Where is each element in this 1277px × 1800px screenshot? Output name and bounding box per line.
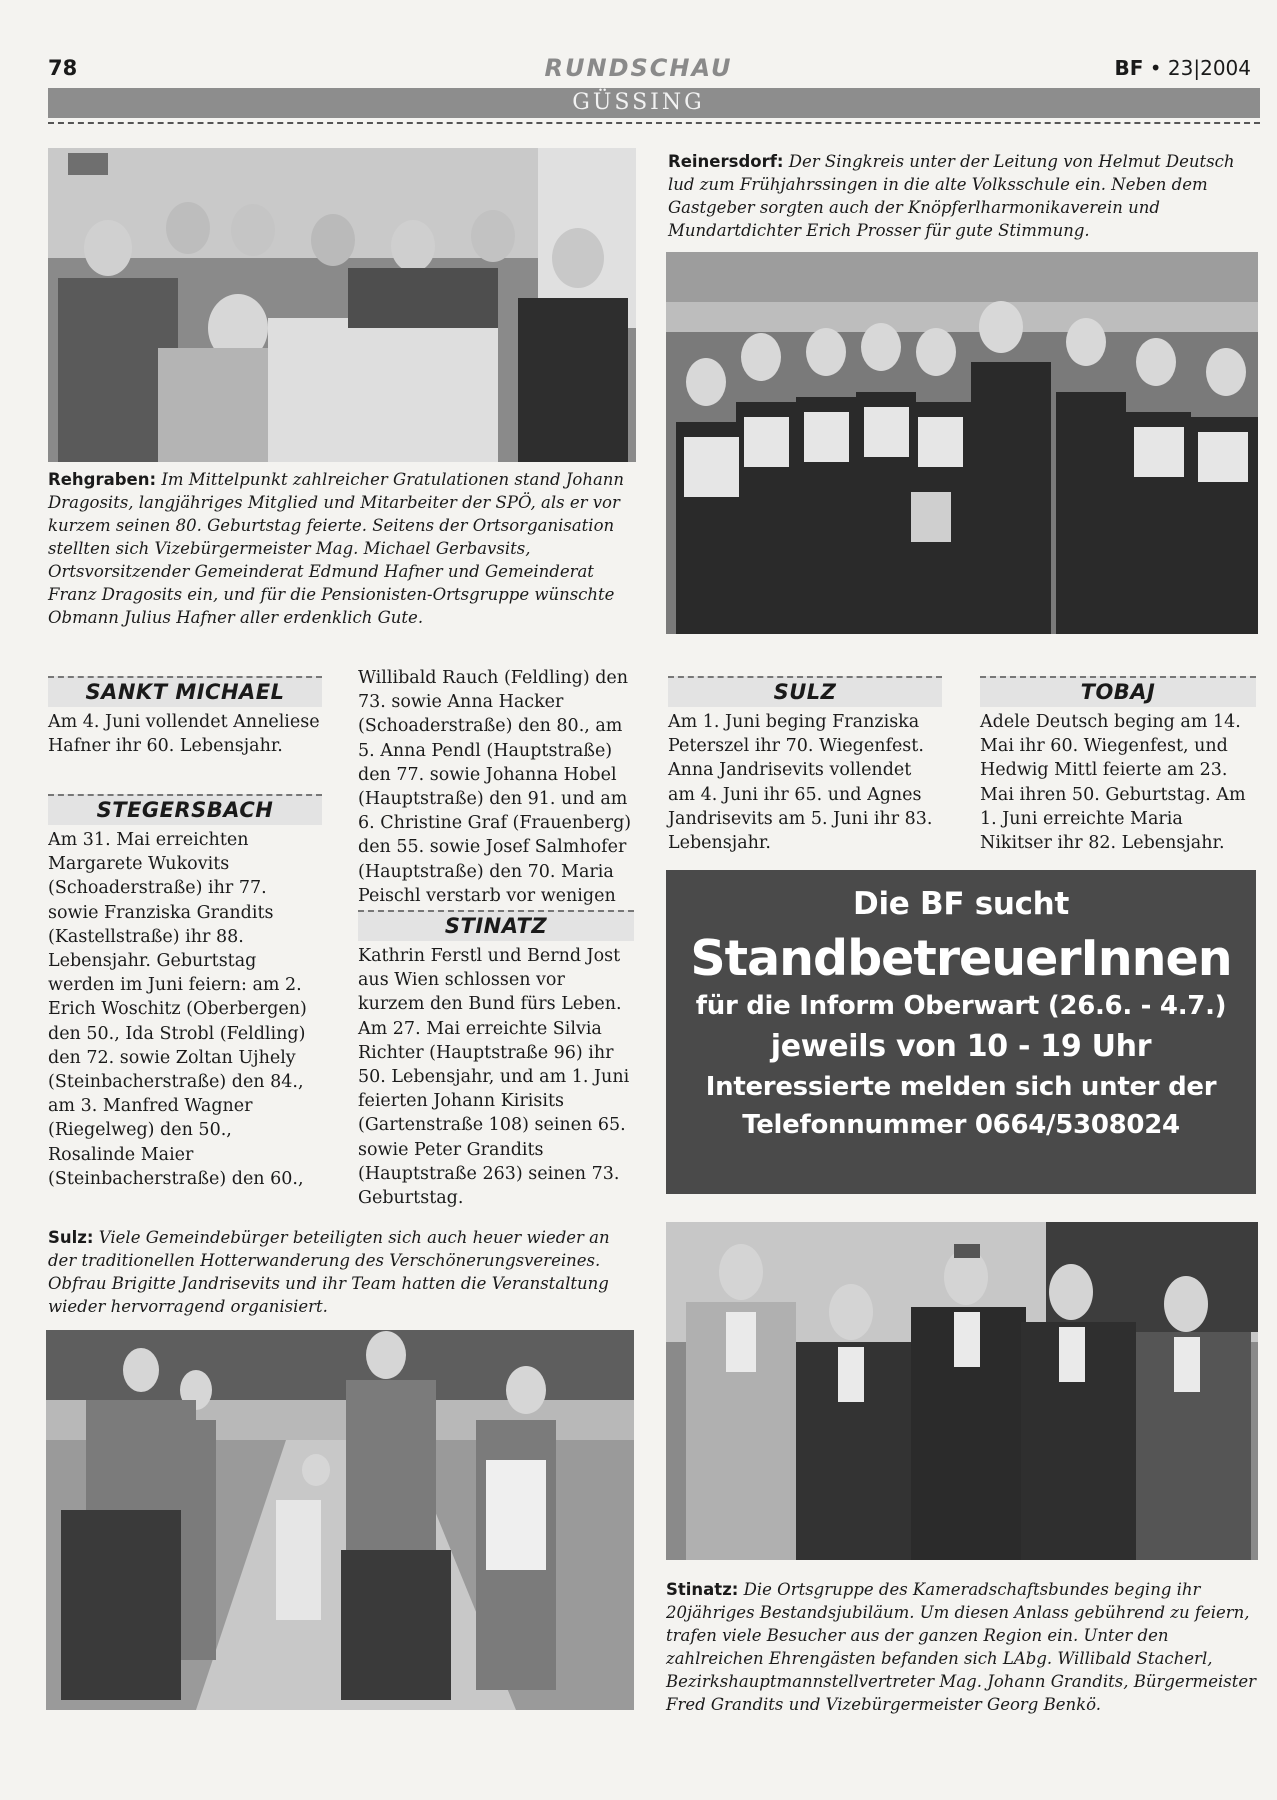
issue-separator: • xyxy=(1149,56,1162,80)
photo-rehgraben xyxy=(48,148,636,462)
text-stinatz: Kathrin Ferstl und Bernd Jost aus Wien schlossen vor kurzem den Bund fürs Leben. Am 27. Mai erreichte Silvia Richter (Hauptstraße 96) ihr 50. Lebensjahr, und am 1. Juni feierten Johann Kirisits (Gartenstraße 108) seinen 65. sowie Peter Grandits (Hauptstraße 263) seinen 73. Geburtstag. xyxy=(358,946,630,1209)
ad-line-4: jeweils von 10 - 19 Uhr xyxy=(770,1029,1152,1064)
caption-text: Die Ortsgruppe des Kameradschaftsbundes beging ihr 20jähriges Bestandsjubiläum. Um diesen Anlass gebührend zu feiern, trafen viele Besucher aus der ganzen Region ein. Unter den zahlreichen Ehrengästen befanden sich LAbg. Willibald Stacherl, Bezirkshauptmannstellvertreter Mag. Johann Grandits, Bürgermeister Fred Grandits und Vizebürgermeister Georg Benkö. xyxy=(666,1580,1256,1714)
page-number: 78 xyxy=(48,56,78,80)
caption-lead: Stinatz: xyxy=(666,1580,739,1599)
section-heading-sulz: SULZ xyxy=(668,676,942,707)
ad-line-2: StandbetreuerInnen xyxy=(690,930,1232,987)
text-tobaj: Adele Deutsch beging am 14. Mai ihr 60. Wiegenfest, und Hedwig Mittl feierte am 23. Mai ihren 50. Geburtstag. Am 1. Juni erreichte Maria Nikitser ihr 82. Lebensjahr. xyxy=(980,712,1246,854)
text-stegersbach xyxy=(48,828,322,1202)
section-heading-tobaj: TOBAJ xyxy=(980,676,1256,707)
stegersbach-text: Am 31. Mai erreichten Margarete Wukovits (Schoaderstraße) ihr 77. sowie Franziska Grandits (Kastellstraße) ihr 88. Lebensjahr. Geburtstag werden im Juni feiern: am 2. Erich Woschitz (Oberbergen) den 50., Ida Strobl (Feldling) den 72. sowie Zoltan Ujhely (Steinbacherstraße) den 84., am 3. Manfred Wagner (Riegelweg) den 50., Rosalinde Maier (Steinbacherstraße) den 60., xyxy=(48,830,307,1189)
issue-brand: BF xyxy=(1114,56,1144,80)
photo-sulz xyxy=(46,1330,634,1710)
caption-lead: Rehgraben: xyxy=(48,470,157,489)
caption-reinersdorf xyxy=(668,150,1260,242)
caption-lead: Reinersdorf: xyxy=(668,152,784,171)
ad-line-3: für die Inform Oberwart (26.6. - 4.7.) xyxy=(695,991,1227,1021)
text-stegersbach-continued: Willibald Rauch (Feldling) den 73. sowie Anna Hacker (Schoaderstraße) den 80., am 5. Anna Pendl (Hauptstraße) den 77. sowie Johanna Hobel (Hauptstraße) den 91. und am 6. Christine Graf (Frauenberg) den 55. sowie Josef Salmhofer (Hauptstraße) den 70. Maria Peischl verstarb vor wenigen xyxy=(358,668,632,906)
column-middle xyxy=(358,910,634,941)
caption-text: Der Singkreis unter der Leitung von Helmut Deutsch lud zum Frühjahrssingen in die alte Volksschule ein. Neben dem Gastgeber sorgten auch der Knöpferlharmonikaverein und Mundartdichter Erich Prosser für gute Stimmung. xyxy=(668,152,1235,240)
ad-line-5: Interessierte melden sich unter der xyxy=(705,1072,1217,1102)
header-divider xyxy=(48,122,1260,124)
section-title: GÜSSING xyxy=(572,90,705,115)
caption-lead: Sulz: xyxy=(48,1228,94,1247)
ad-line-1: Die BF sucht xyxy=(853,886,1069,922)
ad-line-6: Telefonnummer 0664/5308024 xyxy=(742,1110,1180,1140)
issue-number: 23|2004 xyxy=(1167,56,1251,80)
caption-text: Im Mittelpunkt zahlreicher Gratulationen stand Johann Dragosits, langjähriges Mitglied und Mitarbeiter der SPÖ, als er vor kurzem seinen 80. Geburtstag feierte. Seitens der Ortsorganisation stellten sich Vizebürgermeister Mag. Michael Gerbavsits, Ortsvorsitzender Gemeinderat Edmund Hafner und Gemeinderat Franz Dragosits ein, und für die Pensionisten-Ortsgruppe wünschte Obmann Julius Hafner aller erdenklich Gute. xyxy=(48,470,625,627)
photo-stinatz xyxy=(666,1222,1258,1560)
caption-stinatz xyxy=(666,1578,1258,1716)
photo-reinersdorf xyxy=(666,252,1258,634)
caption-sulz xyxy=(48,1226,636,1318)
caption-text: Viele Gemeindebürger beteiligten sich auch heuer wieder an der traditionellen Hotterwanderung des Verschönerungsvereines. Obfrau Brigitte Jandrisevits und ihr Team hatten die Veranstaltung wieder hervorragend organisiert. xyxy=(48,1228,610,1316)
caption-rehgraben xyxy=(48,468,636,629)
text-sulz: Am 1. Juni beging Franziska Peterszel ihr 70. Wiegenfest. Anna Jandrisevits vollendet am 4. Juni ihr 65. und Agnes Jandrisevits am 5. Juni ihr 83. Lebensjahr. xyxy=(668,712,933,854)
advertisement xyxy=(666,870,1256,1194)
text-sankt-michael: Am 4. Juni vollendet Anneliese Hafner ihr 60. Lebensjahr. xyxy=(48,712,320,757)
section-heading-sankt-michael: SANKT MICHAEL xyxy=(48,676,322,707)
column-sulz xyxy=(668,676,942,707)
magazine-title: RUNDSCHAU xyxy=(544,54,733,82)
section-heading-stinatz: STINATZ xyxy=(358,910,634,941)
section-heading-stegersbach: STEGERSBACH xyxy=(48,794,322,825)
column-left xyxy=(48,676,322,707)
column-tobaj xyxy=(980,676,1256,707)
issue-info xyxy=(1114,56,1251,80)
column-left-2 xyxy=(48,794,322,825)
